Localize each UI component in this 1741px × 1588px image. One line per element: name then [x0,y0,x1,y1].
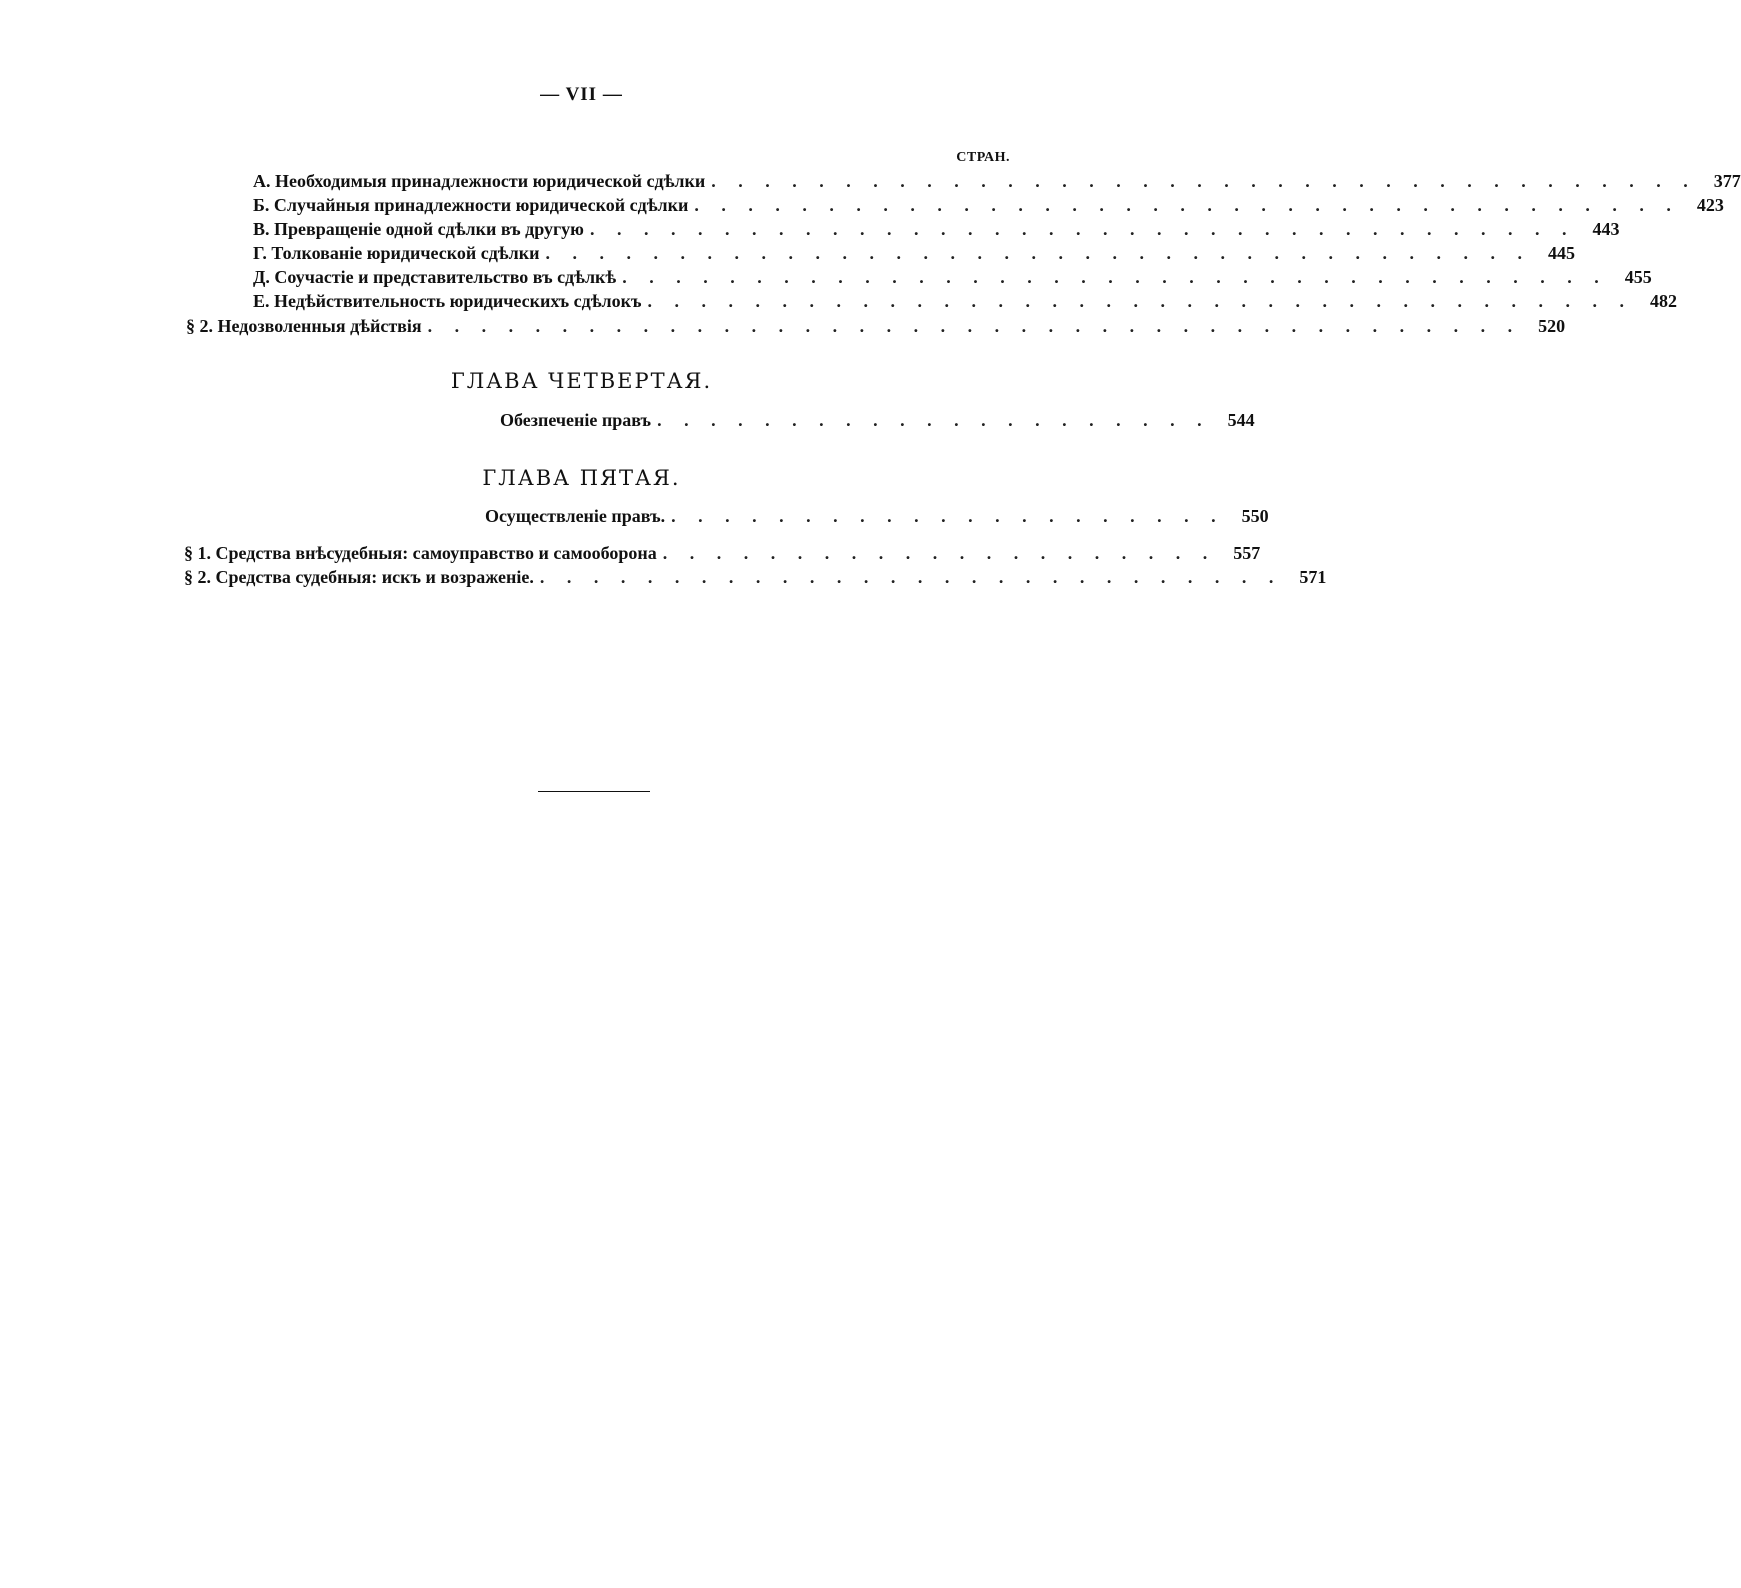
dot-leader: . . . . . . . . . . . . . . . . . . . . . . . . . . . . . . . . . . . . . [647,291,1634,311]
dot-leader: . . . . . . . . . . . . . . . . . . . . . . . . . . . . . . . . . . . . . [694,195,1680,215]
toc-entry-page: 571 [1299,567,1327,587]
toc-entry-chapter-four [500,410,1255,434]
toc-entry-page: 482 [1650,291,1678,311]
toc-entry-label: А. Необходимыя принадлежности юридической сдѣлки [253,171,706,191]
chapter-four-title: ГЛАВА ЧЕТВЕРТАЯ. [450,369,713,393]
toc-entry-section-2-means [184,567,1327,591]
toc-entry-label: Обезпеченіе правъ [500,410,652,430]
closing-rule [538,791,650,792]
dot-leader: . . . . . . . . . . . . . . . . . . . . . . . . . . . . . . . . . . . . . . . . . [427,316,1522,336]
toc-entry-page: 520 [1538,316,1566,336]
toc-entry-label: Е. Недѣйствительность юридическихъ сдѣлокъ [253,291,642,311]
dot-leader: . . . . . . . . . . . . . . . . . . . . . [662,543,1217,563]
toc-entry-label: Осуществленіе правъ. [485,506,666,526]
toc-entry-d [253,267,1652,291]
toc-entry-label: Б. Случайныя принадлежности юридической сдѣлки [253,195,689,215]
page-number: — VII — [540,84,623,105]
toc-entry-chapter-five [485,506,1269,530]
dot-leader: . . . . . . . . . . . . . . . . . . . . . . . . . . . . . . . . . . . . . [711,171,1697,191]
toc-entry-b [253,195,1724,219]
toc-entry-page: 455 [1624,267,1652,287]
toc-entry-label: Д. Соучастіе и представительство въ сдѣлкѣ [253,267,617,287]
toc-entry-page: 544 [1227,410,1255,430]
toc-entry-page: 377 [1713,171,1741,191]
toc-entry-label: § 1. Средства внѣсудебныя: самоуправство и самооборона [184,543,657,563]
toc-entry-page: 550 [1241,506,1269,526]
dot-leader: . . . . . . . . . . . . . . . . . . . . . [671,506,1225,526]
toc-entry-e [253,291,1678,315]
toc-entry-label: В. Превращеніе одной сдѣлки въ другую [253,219,584,239]
dot-leader: . . . . . . . . . . . . . . . . . . . . . . . . . . . . . . . . . . . . . [622,267,1608,287]
toc-entry-page: 443 [1592,219,1620,239]
chapter-five-title: ГЛАВА ПЯТАЯ. [482,466,681,490]
toc-entry-v [253,219,1620,243]
dot-leader: . . . . . . . . . . . . . . . . . . . . . . . . . . . . . . . . . . . . . [545,243,1531,263]
dot-leader: . . . . . . . . . . . . . . . . . . . . . . . . . . . . . . . . . . . . . [589,219,1576,239]
toc-entry-label: § 2. Средства судебныя: искъ и возраженіе. [184,567,534,587]
toc-entry-page: 445 [1547,243,1575,263]
dot-leader: . . . . . . . . . . . . . . . . . . . . . . . . . . . . [539,567,1283,587]
toc-entry-g [253,243,1575,267]
toc-entry-page: 557 [1233,543,1261,563]
toc-entry-label: § 2. Недозволенныя дѣйствія [186,316,422,336]
toc-entry-label: Г. Толкованіе юридической сдѣлки [253,243,540,263]
pages-column-label: СТРАН. [956,150,1010,165]
toc-entry-page: 423 [1696,195,1724,215]
toc-entry-section-1-means [184,543,1261,567]
toc-entry-section-2 [186,316,1566,340]
toc-entry-a [253,171,1741,195]
dot-leader: . . . . . . . . . . . . . . . . . . . . . [657,410,1211,430]
